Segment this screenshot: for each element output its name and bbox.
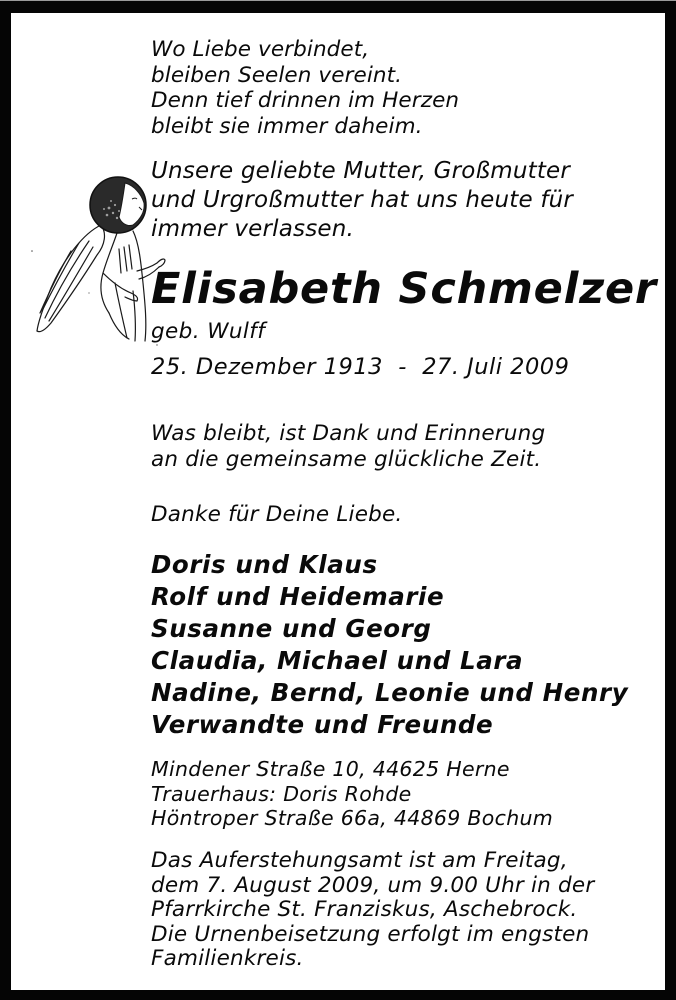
mourners-list xyxy=(151,549,628,741)
mourner-entry: Doris und Klaus xyxy=(151,550,378,579)
mourner-entry: Susanne und Georg xyxy=(151,614,432,643)
thanks-line: an die gemeinsame glückliche Zeit. xyxy=(151,447,542,472)
intro-line: immer verlassen. xyxy=(151,216,355,242)
service-line: Pfarrkirche St. Franziskus, Aschebrock. xyxy=(151,897,578,922)
deceased-name: Elisabeth Schmelzer xyxy=(151,264,657,314)
poem-line: bleibt sie immer daheim. xyxy=(151,113,423,139)
address-line: Mindener Straße 10, 44625 Herne xyxy=(151,757,510,781)
thanks-text xyxy=(151,421,545,473)
service-line: Das Auferstehungsamt ist am Freitag, xyxy=(151,848,568,873)
announcement-intro xyxy=(151,157,573,244)
service-line: Die Urnenbeisetzung erfolgt im engsten xyxy=(151,921,590,947)
angel-icon xyxy=(29,163,169,353)
intro-line: und Urgroßmutter hat uns heute für xyxy=(151,187,574,213)
poem-line: Denn tief drinnen im Herzen xyxy=(151,88,460,113)
danke-text: Danke für Deine Liebe. xyxy=(151,502,403,527)
address-block xyxy=(151,757,553,831)
poem-verse xyxy=(151,37,459,139)
mourner-entry: Verwandte und Freunde xyxy=(151,710,494,739)
service-line: dem 7. August 2009, um 9.00 Uhr in der xyxy=(151,872,595,898)
maiden-name: geb. Wulff xyxy=(151,319,266,344)
service-line: Familienkreis. xyxy=(151,946,304,971)
life-dates: 25. Dezember 1913 - 27. Juli 2009 xyxy=(151,354,570,380)
mourner-entry: Nadine, Bernd, Leonie und Henry xyxy=(151,678,629,707)
thanks-line: Was bleibt, ist Dank und Erinnerung xyxy=(151,421,546,446)
address-line: Höntroper Straße 66a, 44869 Bochum xyxy=(151,806,554,830)
poem-line: bleiben Seelen vereint. xyxy=(151,62,403,88)
poem-line: Wo Liebe verbindet, xyxy=(151,37,370,62)
address-line: Trauerhaus: Doris Rohde xyxy=(151,781,412,806)
service-details xyxy=(151,849,594,972)
intro-line: Unsere geliebte Mutter, Großmutter xyxy=(151,158,571,184)
mourner-entry: Rolf und Heidemarie xyxy=(151,582,445,611)
mourner-entry: Claudia, Michael und Lara xyxy=(151,646,524,675)
